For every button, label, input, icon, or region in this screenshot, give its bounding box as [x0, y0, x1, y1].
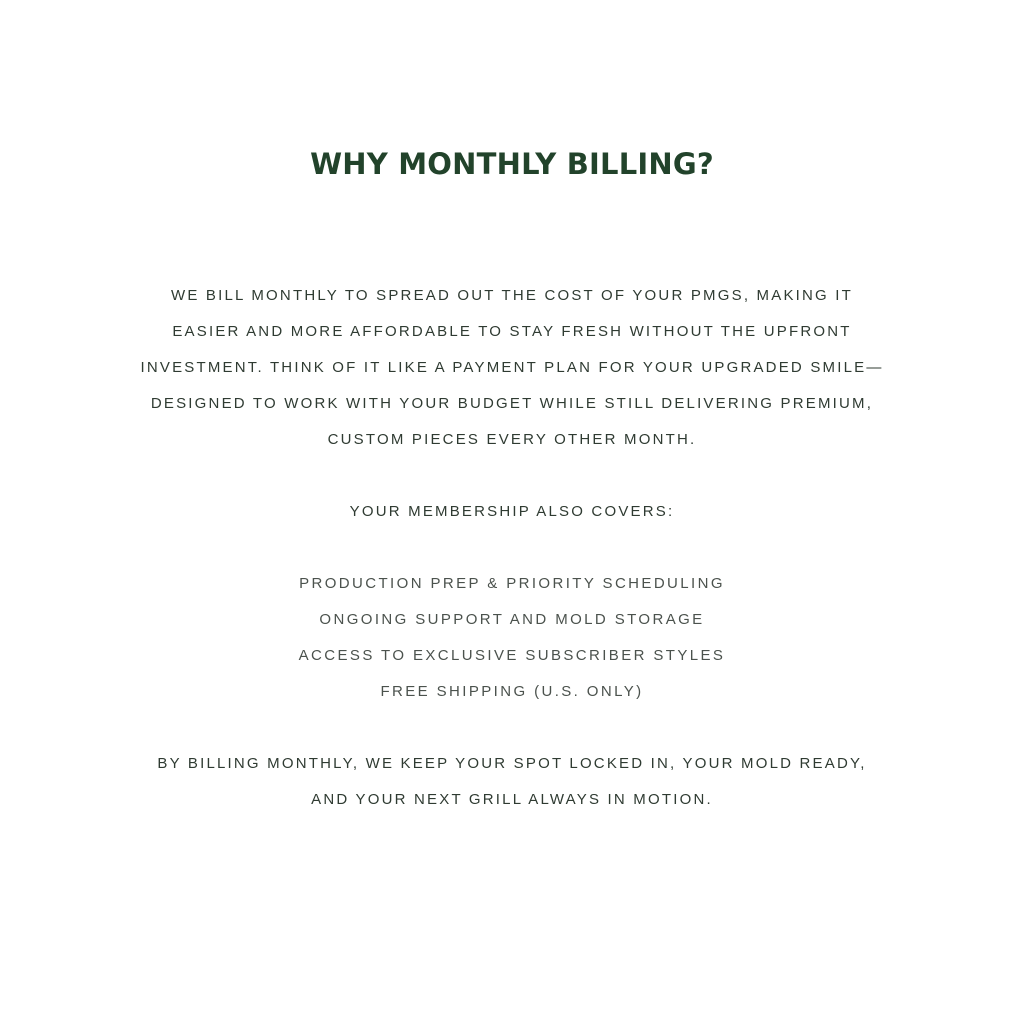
list-item: FREE SHIPPING (U.S. ONLY) — [380, 683, 644, 700]
covers-list — [0, 566, 1024, 710]
covers-heading — [0, 494, 1024, 530]
intro-line: EASIER AND MORE AFFORDABLE TO STAY FRESH WITHOUT THE UPFRONT — [172, 323, 852, 340]
covers-heading-text: YOUR MEMBERSHIP ALSO COVERS: — [349, 503, 675, 520]
page-title: WHY MONTHLY BILLING? — [310, 147, 714, 181]
intro-line: CUSTOM PIECES EVERY OTHER MONTH. — [327, 431, 697, 448]
closing-line: AND YOUR NEXT GRILL ALWAYS IN MOTION. — [311, 791, 713, 808]
intro-paragraph — [0, 278, 1024, 458]
intro-line: DESIGNED TO WORK WITH YOUR BUDGET WHILE STILL DELIVERING PREMIUM, — [150, 395, 874, 412]
list-item: ACCESS TO EXCLUSIVE SUBSCRIBER STYLES — [298, 647, 726, 664]
intro-line: INVESTMENT. THINK OF IT LIKE A PAYMENT PLAN FOR YOUR UPGRADED SMILE— — [140, 359, 884, 376]
list-item: PRODUCTION PREP & PRIORITY SCHEDULING — [299, 575, 725, 592]
list-item: ONGOING SUPPORT AND MOLD STORAGE — [319, 611, 705, 628]
closing-paragraph — [0, 746, 1024, 818]
closing-line: BY BILLING MONTHLY, WE KEEP YOUR SPOT LOCKED IN, YOUR MOLD READY, — [157, 755, 867, 772]
intro-line: WE BILL MONTHLY TO SPREAD OUT THE COST OF YOUR PMGS, MAKING IT — [170, 287, 854, 304]
